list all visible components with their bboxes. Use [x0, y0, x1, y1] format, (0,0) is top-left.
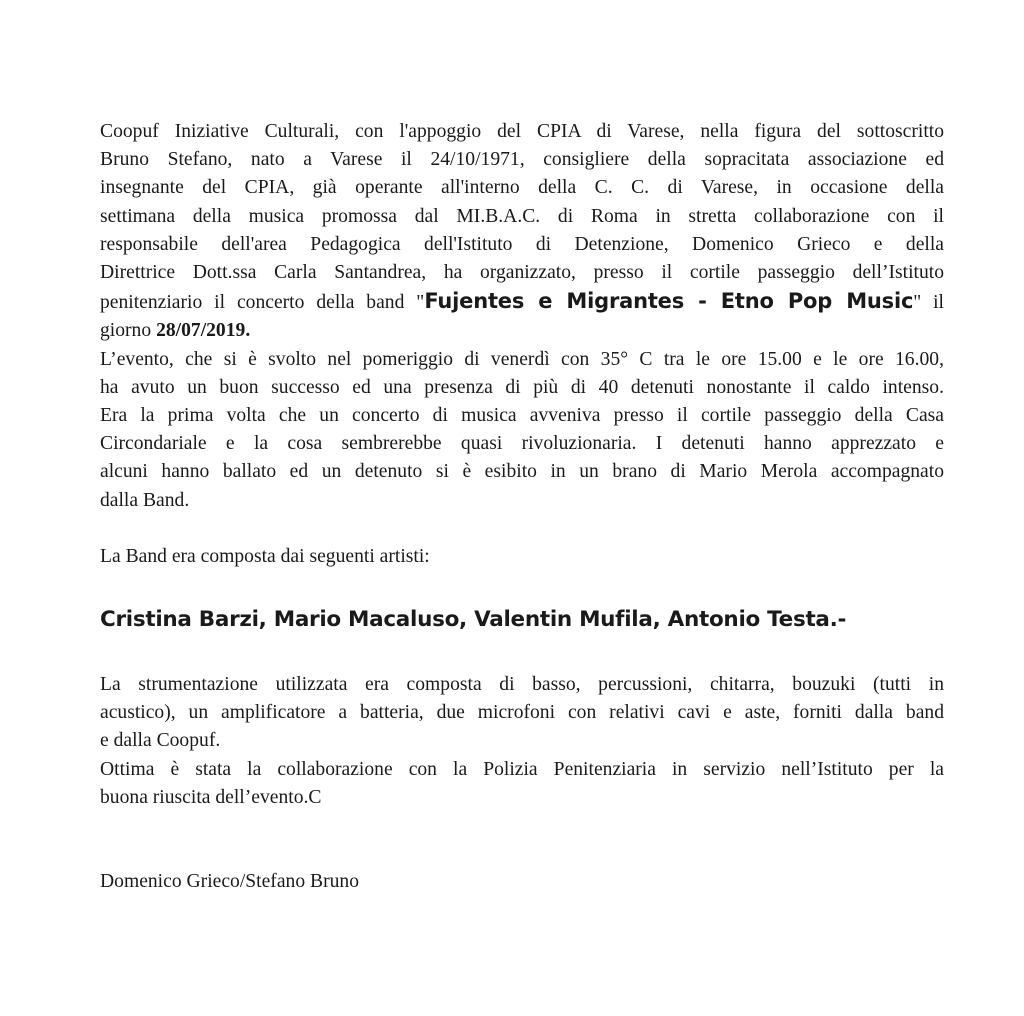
event-paragraph	[100, 346, 944, 515]
text-line: ha avuto un buon successo ed una presenza di più di 40 detenuti nonostante il caldo intenso.	[100, 376, 944, 398]
blank-line	[100, 812, 944, 868]
text-line: Era la prima volta che un concerto di musica avveniva presso il cortile passeggio della Casa	[100, 405, 944, 427]
band-name: Fujentes e Migrantes - Etno Pop Music	[424, 289, 914, 314]
text-line: dalla Band.	[100, 489, 190, 511]
instruments-paragraph	[100, 671, 944, 756]
band-prefix: penitenziario il concerto della band "	[100, 292, 425, 314]
text-line-date	[100, 317, 944, 345]
thanks-paragraph	[100, 756, 944, 812]
text-line: settimana della musica promossa dal MI.B.A.C. di Roma in stretta collaborazione con il	[100, 205, 944, 227]
band-intro	[100, 543, 944, 571]
text-line: Ottima è stata la collaborazione con la Polizia Penitenziaria in servizio nell’Istituto per la	[100, 758, 944, 780]
text-line: La strumentazione utilizzata era composta di basso, percussioni, chitarra, bouzuki (tutti in	[100, 674, 944, 696]
event-date: 28/07/2019.	[156, 320, 251, 342]
signature: Domenico Grieco/Stefano Bruno	[100, 871, 360, 893]
blank-line	[100, 643, 944, 671]
text-line: Coopuf Iniziative Culturali, con l'appoggio del CPIA di Varese, nella figura del sottoscritto	[100, 121, 944, 142]
text-line: Direttrice Dott.ssa Carla Santandrea, ha organizzato, presso il cortile passeggio dell’Istituto	[100, 262, 944, 284]
text-line: responsabile dell'area Pedagogica dell'Istituto di Detenzione, Domenico Grieco e della	[100, 233, 944, 255]
document-page	[100, 118, 944, 896]
intro-paragraph	[100, 118, 944, 346]
blank-line	[100, 515, 944, 543]
band-suffix: " il	[913, 292, 944, 314]
text-line: Circondariale e la cosa sembrerebbe quasi rivoluzionaria. I detenuti hanno apprezzato e	[100, 433, 944, 455]
blank-line	[100, 571, 944, 599]
text-line: La Band era composta dai seguenti artisti:	[100, 545, 430, 567]
text-line: alcuni hanno ballato ed un detenuto si è esibito in un brano di Mario Merola accompagnato	[100, 461, 944, 483]
text-line: acustico), un amplificatore a batteria, due microfoni con relativi cavi e aste, forniti dalla band	[100, 702, 944, 724]
text-line-band	[100, 287, 944, 317]
artists-list: Cristina Barzi, Mario Macaluso, Valentin Mufila, Antonio Testa.-	[100, 607, 847, 633]
text-line: insegnante del CPIA, già operante all'interno della C. C. di Varese, in occasione della	[100, 177, 944, 199]
text-line: Bruno Stefano, nato a Varese il 24/10/1971, consigliere della sopracitata associazione ed	[100, 149, 944, 171]
text-line: L’evento, che si è svolto nel pomeriggio di venerdì con 35° C tra le ore 15.00 e le ore 16.00,	[100, 348, 944, 370]
text-line: buona riuscita dell’evento.C	[100, 786, 322, 808]
date-prefix: giorno	[100, 320, 157, 342]
text-line: e dalla Coopuf.	[100, 730, 221, 752]
